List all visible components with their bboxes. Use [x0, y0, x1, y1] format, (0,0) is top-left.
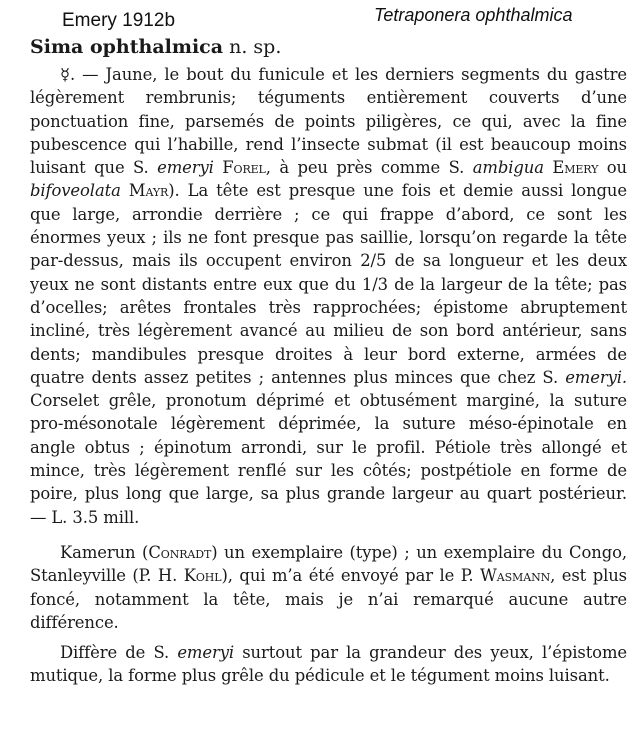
species-title: [30, 35, 281, 59]
text-run: Kamerun (: [60, 543, 149, 562]
italic-run: bifoveolata: [30, 181, 121, 201]
text-run: ) un exemplaire (type) ; un exemplaire du Congo, Stanleyville (P. H.: [30, 543, 627, 586]
text-run: Corselet grêle, pronotum déprimé et obtusément marginé, la suture pro-mésonotale légèrement déprimée, la suture méso-épinotale en angle obtus ; épinotum arrondi, sur le profil. Pétiole très allongé et mince, très légèrement renflé sur les côtés; postpétiole en forme de poire, plus long que large, sa plus grande largeur au quart postérieur. — L. 3.5 mill.: [30, 391, 627, 527]
text-run: surtout par la grandeur des yeux, l’épistome mutique, la forme plus grêle du pédicule et le tégument moins luisant.: [30, 643, 627, 686]
text-run: [214, 158, 222, 177]
italic-run: ambigua: [472, 158, 544, 178]
species-status: n. sp.: [229, 36, 282, 58]
citation-label: Emery 1912b: [62, 10, 176, 31]
text-run: ), qui m’a été envoyé par le P.: [221, 566, 481, 586]
text-run: ou: [598, 158, 627, 178]
italic-run: emeryi.: [565, 367, 627, 387]
text-run: ☿. — Jaune, le bout du funicule et les derniers segments du gastre légèrement rembrunis; téguments entièrement couverts d’une ponctuation fine, parsemés de points piligères, ce qui, avec la fine pubescence qui l’habille, rend l’insecte submat (il est beaucoup moins luisant que S.: [30, 65, 627, 178]
text-run: [121, 181, 129, 200]
text-run: ). La tête est presque une fois et demie aussi longue que large, arrondie derrière ; ce qui frappe d’abord, ce sont les énormes yeux ; ils ne font presque pas saillie, lorsqu’on regarde la tête par-dessus, mais ils occupent environ 2/5 de sa longueur et les deux yeux ne sont distants entre eux que du 1/3 de la largeur de la tête; pas d’ocelles; arêtes frontales très rapprochées; épistome abruptement incliné, très légèrement avancé au milieu de son bord antérieur, sans dents; mandibules presque droites à leur bord externe, armées de quatre dents assez petites ; antennes plus minces que chez S.: [30, 181, 627, 387]
taxon-label: Tetraponera ophthalmica: [374, 5, 573, 25]
collector-name: Kohl: [183, 566, 222, 586]
collector-name: Conradt: [148, 543, 212, 562]
species-name: Sima ophthalmica: [30, 36, 224, 58]
text-run: , à peu près comme S.: [265, 158, 473, 178]
italic-run: emeryi: [157, 158, 214, 178]
description-paragraph: [30, 63, 627, 529]
collector-name: Wasmann: [480, 566, 551, 586]
text-run: Diffère de S.: [60, 643, 178, 662]
author-name: Forel: [222, 158, 266, 178]
italic-run: emeryi: [177, 643, 235, 662]
text-run: , est plus foncé, notamment la tête, mais je n’ai remarqué aucune autre différence.: [30, 566, 627, 632]
locality-paragraph: [30, 541, 627, 634]
comparison-paragraph: [30, 641, 627, 688]
author-name: Emery: [552, 158, 599, 178]
author-name: Mayr: [128, 181, 169, 201]
